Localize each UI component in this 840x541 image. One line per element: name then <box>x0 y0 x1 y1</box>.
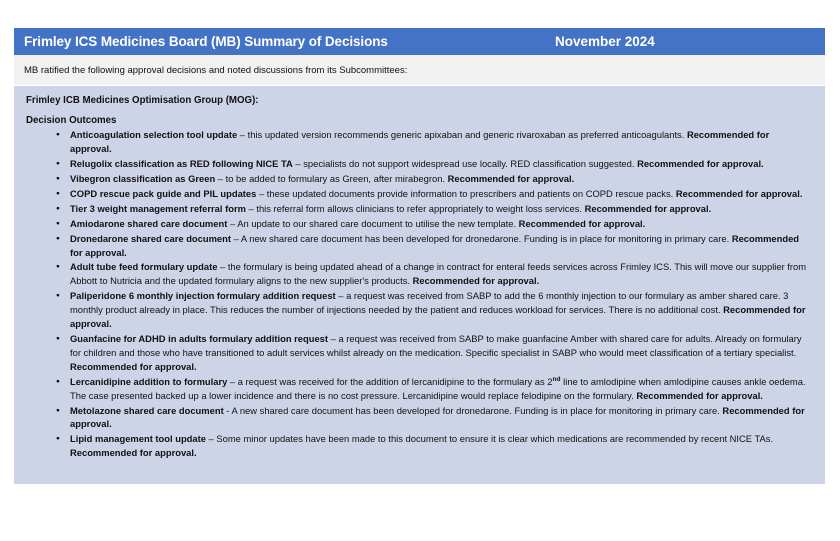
decision-item-body: – a request was received from SABP to add the 6 monthly injection to our formulary as amber shared care. 3 monthly product already in place. This reduces the number of injections needed by the patient and reduces workload for services. There is no additional cost. <box>70 290 789 316</box>
decision-item-body: – this referral form allows clinicians to refer appropriately to weight loss services. <box>245 202 585 214</box>
decision-list-item <box>26 404 813 432</box>
document-header-bar <box>14 28 825 55</box>
decision-item-lead: Relugolix classification as RED following NICE TA <box>70 158 293 170</box>
decision-item-lead: COPD rescue pack guide and PIL updates <box>70 187 257 199</box>
decision-item-recommendation: Recommended for approval. <box>637 158 764 170</box>
decision-item-body: – A new shared care document has been developed for dronedarone. Funding is in place for monitoring in primary care. <box>230 232 732 244</box>
panel-heading: Frimley ICB Medicines Optimisation Group (MOG): <box>26 95 259 106</box>
decision-item-body: – this updated version recommends generic apixaban and generic rivaroxaban as preferred anticoagulants. <box>237 129 687 141</box>
decision-list-item <box>26 202 813 216</box>
decision-item-lead: Metolazone shared care document <box>70 404 224 416</box>
decision-outcomes-list <box>26 128 813 460</box>
decision-item-recommendation: Recommended for approval. <box>636 389 763 401</box>
decision-item-lead: Dronedarone shared care document <box>70 232 231 244</box>
decision-item-recommendation: Recommended for approval. <box>70 404 805 430</box>
decision-item-lead: Vibegron classification as Green <box>70 173 216 185</box>
decision-item-recommendation: Recommended for approval. <box>70 447 197 459</box>
decision-item-body: – the formulary is being updated ahead of a change in contract for enteral feeds services across Frimley ICS. This will move our supplier from Abbott to Nutricia and the updated formulary aligns to the new supplier's products. <box>70 261 807 287</box>
decision-item-lead: Lipid management tool update <box>70 433 206 445</box>
decision-item-body: – An update to our shared care document to utilise the new template. <box>227 217 519 229</box>
decision-item-body: – to be added to formulary as Green, after mirabegron. <box>215 173 448 185</box>
decision-list-item <box>26 289 813 331</box>
decision-item-body: – these updated documents provide information to prescribers and patients on COPD rescue packs. <box>256 187 676 199</box>
header-date: November 2024 <box>555 34 655 49</box>
decision-item-lead: Adult tube feed formulary update <box>70 261 218 273</box>
section-label-decision-outcomes: Decision Outcomes <box>26 115 117 127</box>
intro-band <box>14 55 825 85</box>
decisions-panel <box>14 86 825 484</box>
intro-text: MB ratified the following approval decisions and noted discussions from its Subcommittees: <box>24 64 408 76</box>
decision-list-item <box>26 172 813 186</box>
decision-item-lead: Lercanidipine addition to formulary <box>70 375 228 387</box>
decision-item-lead: Guanfacine for ADHD in adults formulary addition request <box>70 333 329 344</box>
decision-item-lead: Paliperidone 6 monthly injection formulary addition request <box>70 290 336 302</box>
decision-list-item <box>26 260 813 288</box>
decision-list-item <box>26 232 813 260</box>
decision-item-recommendation: Recommended for approval. <box>70 232 800 258</box>
decision-item-body: – Some minor updates have been made to this document to ensure it is clear which medications are recommended by recent NICE TAs. <box>205 433 774 445</box>
decision-item-recommendation: Recommended for approval. <box>412 275 540 287</box>
decision-list-item <box>26 187 813 201</box>
decision-item-recommendation: Recommended for approval. <box>70 304 806 330</box>
decision-item-body-continued: line to amlodipine when amlodipine causes ankle oedema. The case presented backed up a lower incidence and there is no cost pressure. Lercanidipine would replace felodipine on the formulary. <box>70 375 806 401</box>
decision-list-item <box>26 375 813 403</box>
decision-item-recommendation: Recommended for approval. <box>675 187 803 199</box>
decision-item-lead: Anticoagulation selection tool update <box>70 129 238 141</box>
decision-item-body: – specialists do not support widespread use locally. RED classification suggested. <box>292 158 638 170</box>
decision-item-recommendation: Recommended for approval. <box>70 360 197 372</box>
ordinal-superscript: nd <box>552 375 561 383</box>
decision-item-body: – a request was received for the addition of lercanidipine to the formulary as 2 <box>227 375 553 387</box>
decision-item-recommendation: Recommended for approval. <box>447 173 575 185</box>
page-title: Frimley ICS Medicines Board (MB) Summary of Decisions <box>24 34 388 49</box>
decision-list-item <box>26 157 813 171</box>
decision-list-item <box>26 217 813 231</box>
decision-list-item <box>26 128 813 156</box>
decision-item-body: - A new shared care document has been developed for dronedarone. Funding is in place for monitoring in primary care. <box>223 404 723 416</box>
decision-item-recommendation: Recommended for approval. <box>70 129 770 155</box>
decision-list-item <box>26 332 813 374</box>
decision-item-lead: Amiodarone shared care document <box>70 217 228 229</box>
decision-item-body: – a request was received from SABP to make guanfacine Amber with shared care for adults. Already on formulary for children and those who have transitioned to adult services whilst already on the medication. Specific specialist in SABP who would meet classification of a tertiary specialist. <box>70 333 802 358</box>
decision-item-lead: Tier 3 weight management referral form <box>70 202 246 214</box>
decision-list-item <box>26 432 813 460</box>
decision-item-recommendation: Recommended for approval. <box>518 217 646 229</box>
decision-item-recommendation: Recommended for approval. <box>584 202 712 214</box>
